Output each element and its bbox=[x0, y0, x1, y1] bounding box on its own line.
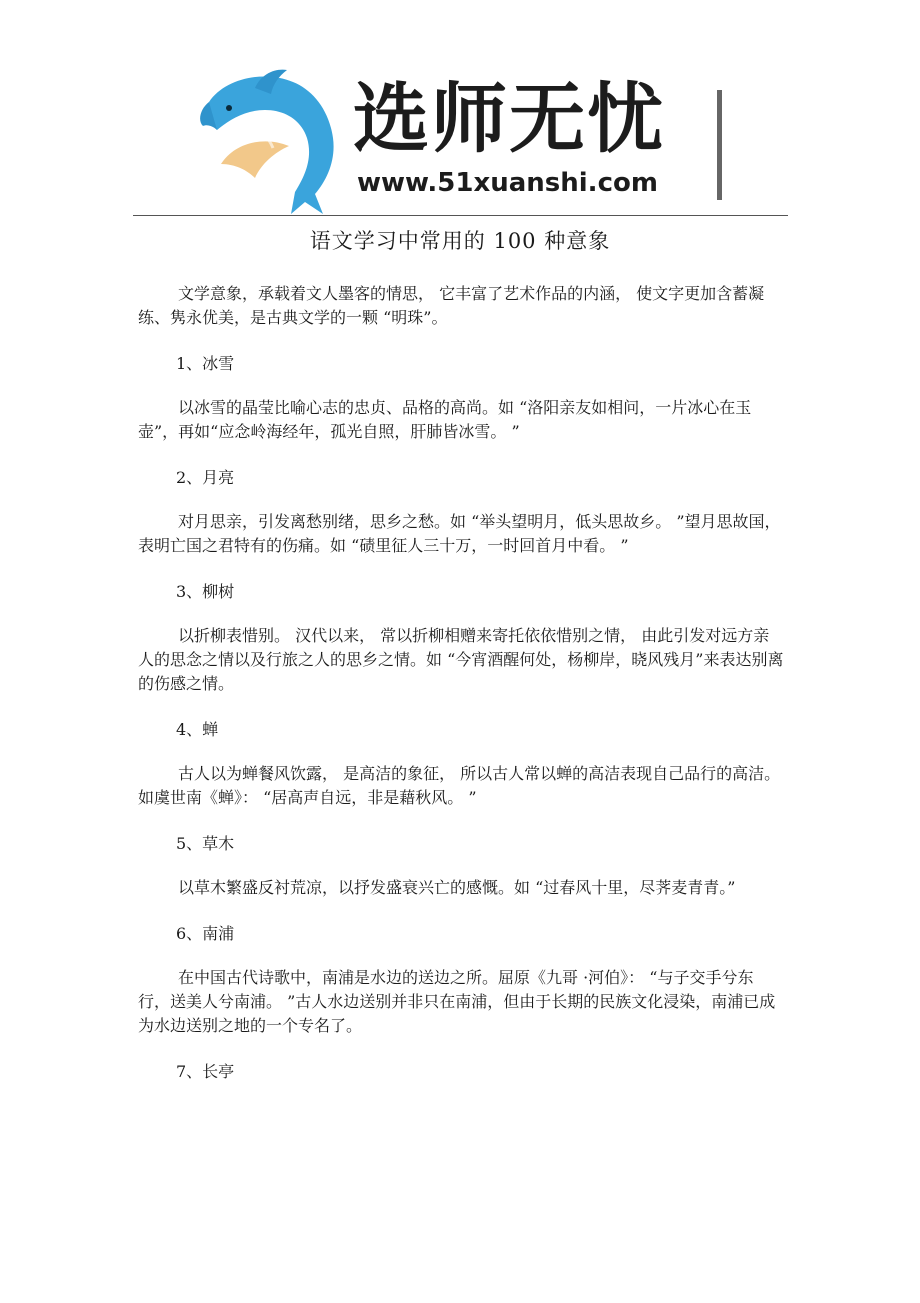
section-paragraph: 在中国古代诗歌中，南浦是水边的送边之所。屈原《九哥 ·河伯》： “与子交手兮东行，送美人兮南浦。 ”古人水边送别并非只在南浦，但由于长期的民族文化浸染，南浦已成为水边送别之地的一个专名了。 bbox=[138, 968, 776, 1035]
section-heading: 3、柳树 bbox=[176, 582, 235, 601]
brand-url[interactable]: www.51xuanshi.com bbox=[357, 168, 658, 198]
section-heading: 2、月亮 bbox=[176, 468, 235, 487]
section-heading: 6、南浦 bbox=[176, 924, 235, 943]
section-paragraph: 以折柳表惜别。 汉代以来， 常以折柳相赠来寄托依依惜别之情， 由此引发对远方亲人的思念之情以及行旅之人的思乡之情。如 “今宵酒醒何处，杨柳岸，晓风残月”来表达别离的伤感之情。 bbox=[138, 626, 784, 693]
document-body bbox=[138, 282, 784, 1084]
section-heading: 4、蝉 bbox=[176, 720, 219, 739]
dolphin-icon bbox=[195, 68, 345, 216]
section-paragraph: 以冰雪的晶莹比喻心志的忠贞、品格的高尚。如 “洛阳亲友如相问，一片冰心在玉壶”，再如“应念岭海经年，孤光自照，肝肺皆冰雪。 ” bbox=[138, 398, 752, 441]
document-title: 语文学习中常用的 100 种意象 bbox=[309, 229, 611, 253]
intro-paragraph: 文学意象，承载着文人墨客的情思， 它丰富了艺术作品的内涵， 使文字更加含蓄凝练、隽永优美，是古典文学的一颗 “明珠”。 bbox=[138, 284, 765, 327]
site-logo[interactable] bbox=[195, 68, 735, 216]
section-paragraph: 以草木繁盛反衬荒凉，以抒发盛衰兴亡的感慨。如 “过春风十里，尽荠麦青青。” bbox=[178, 878, 736, 897]
section-heading: 1、冰雪 bbox=[176, 354, 235, 373]
header-rule bbox=[133, 215, 788, 216]
section-paragraph: 古人以为蝉餐风饮露， 是高洁的象征， 所以古人常以蝉的高洁表现自己品行的高洁。如虞世南《蝉》： “居高声自远，非是藉秋风。 ” bbox=[138, 764, 781, 807]
brand-name: 选师无忧 bbox=[353, 74, 665, 163]
section-paragraph: 对月思亲，引发离愁别绪，思乡之愁。如 “举头望明月，低头思故乡。 ”望月思故国，表明亡国之君特有的伤痛。如 “碛里征人三十万，一时回首月中看。 ” bbox=[138, 512, 781, 555]
section-heading: 7、长亭 bbox=[176, 1062, 235, 1081]
logo-divider bbox=[717, 90, 722, 200]
section-heading: 5、草木 bbox=[176, 834, 235, 853]
